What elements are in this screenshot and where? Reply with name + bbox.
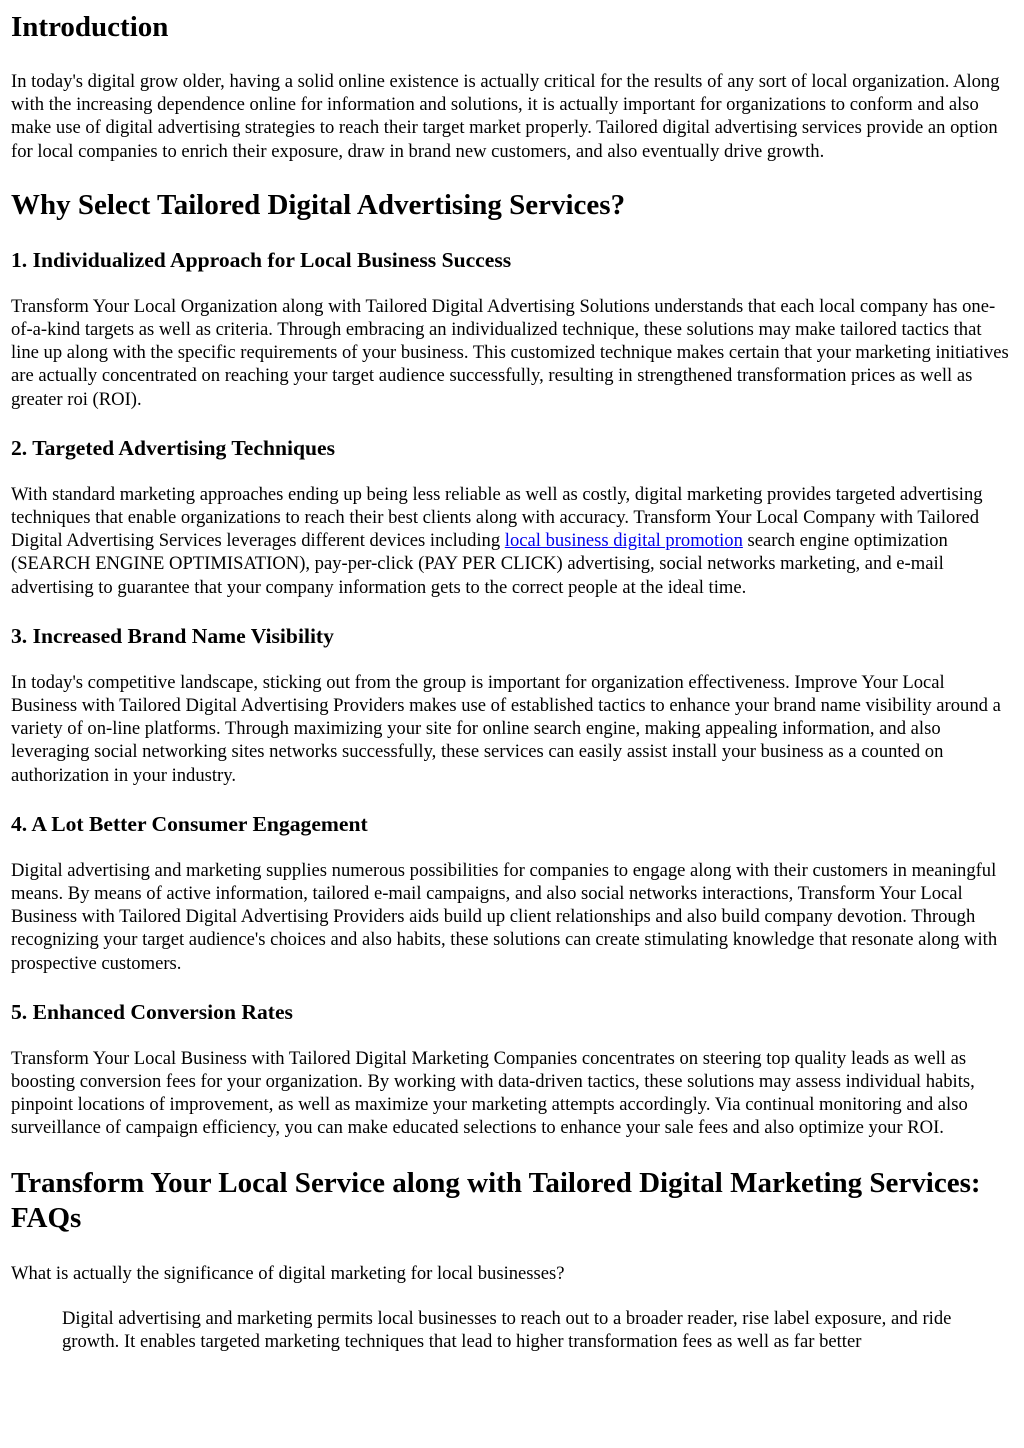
- section-5-heading: 5. Enhanced Conversion Rates: [11, 999, 293, 1024]
- section-2-paragraph: [11, 483, 1013, 599]
- local-business-promotion-link[interactable]: local business digital promotion: [504, 530, 743, 552]
- section-4-heading: 4. A Lot Better Consumer Engagement: [11, 811, 368, 836]
- faq-answer-1-text: Digital advertising and marketing permits local businesses to reach out to a broader reader, rise label exposure, and ride growth. It enables targeted marketing techniques that lead to higher transformation fees as well as far better: [62, 1307, 952, 1353]
- faq-answer-1: [62, 1307, 1013, 1353]
- section-1-heading: 1. Individualized Approach for Local Business Success: [11, 247, 512, 272]
- intro-paragraph: In today's digital grow older, having a solid online existence is actually critical for the results of any sort of local organization. Along with the increasing dependence online for information and solutions, it is actually important for organizations to conform and also make use of digital advertising strategies to reach their target market properly. Tailored digital advertising services provide an option for local companies to enrich their exposure, draw in brand new customers, and also eventually drive growth.: [11, 71, 1000, 162]
- section-4-paragraph: Digital advertising and marketing supplies numerous possibilities for companies to engage along with their customers in meaningful means. By means of active information, tailored e-mail campaigns, and also social networks interactions, Transform Your Local Business with Tailored Digital Advertising Providers aids build up client relationships and also build company devotion. Through recognizing your target audience's choices and also habits, these solutions can create stimulating knowledge that resonate along with prospective customers.: [11, 859, 998, 974]
- intro-heading: Introduction: [11, 11, 169, 43]
- section-2-heading: 2. Targeted Advertising Techniques: [11, 435, 335, 460]
- section-3-heading: 3. Increased Brand Name Visibility: [11, 623, 334, 648]
- section-3-paragraph: In today's competitive landscape, sticking out from the group is important for organization effectiveness. Improve Your Local Business with Tailored Digital Advertising Providers makes use of established tactics to enhance your brand name visibility around a variety of on-line platforms. Through maximizing your site for online search engine, making appealing information, and also leveraging social networking sites networks successfully, these services can easily assist install your business as a counted on authorization in your industry.: [11, 671, 1001, 786]
- section-5-paragraph: Transform Your Local Business with Tailored Digital Marketing Companies concentrates on steering top quality leads as well as boosting conversion fees for your organization. By working with data-driven tactics, these solutions may assess individual habits, pinpoint locations of improvement, as well as maximize your marketing attempts accordingly. Via continual monitoring and also surveillance of campaign efficiency, you can make educated selections to enhance your sale fees and also optimize your ROI.: [11, 1047, 975, 1139]
- faq-heading: Transform Your Local Service along with Tailored Digital Marketing Services: FAQs: [11, 1166, 981, 1234]
- section-1-paragraph: Transform Your Local Organization along with Tailored Digital Advertising Solutions understands that each local company has one-of-a-kind targets as well as criteria. Through embracing an individualized technique, these solutions may make tailored tactics that line up along with the specific requirements of your business. This customized technique makes certain that your marketing initiatives are actually concentrated on reaching your target audience successfully, resulting in strengthened transformation prices as well as greater roi (ROI).: [11, 295, 1009, 410]
- faq-question-1: What is actually the significance of digital marketing for local businesses?: [11, 1262, 565, 1284]
- why-heading: Why Select Tailored Digital Advertising Services?: [11, 188, 626, 221]
- section-2-text-after: search engine optimization (SEARCH ENGINE OPTIMISATION), pay-per-click (PAY PER CLICK) advertising, social networks marketing, and e-mail advertising to guarantee that your company information gets to the correct people at the ideal time.: [11, 530, 948, 598]
- section-2-text-before: With standard marketing approaches ending up being less reliable as well as costly, digital marketing provides targeted advertising techniques that enable organizations to reach their best clients along with accuracy. Transform Your Local Company with Tailored Digital Advertising Services leverages different devices including: [11, 483, 983, 552]
